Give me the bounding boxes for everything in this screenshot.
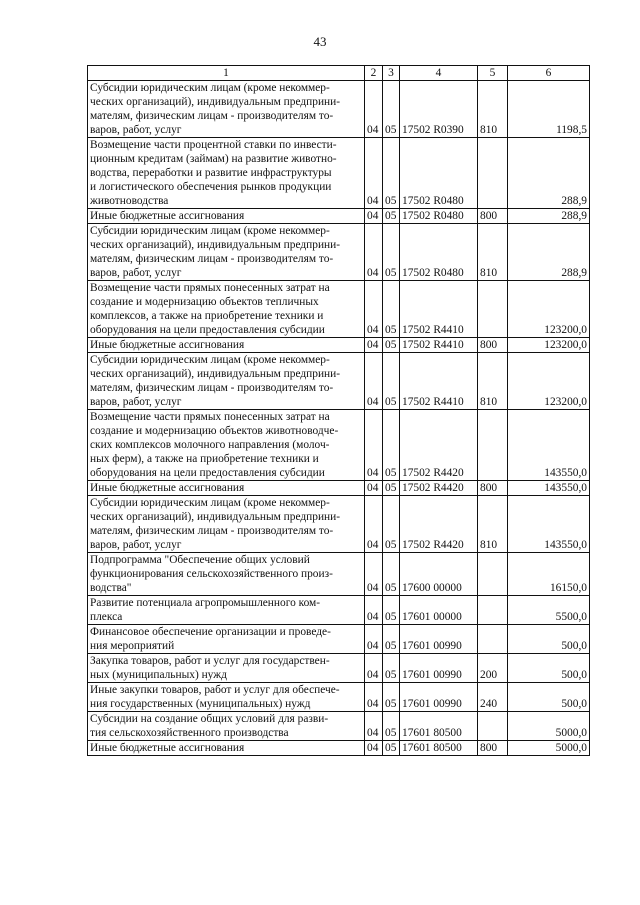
subsection-code: 05 [383,741,400,756]
subsection-code: 05 [383,625,400,654]
column-header: 2 [365,66,383,81]
target-article-code: 17600 00000 [400,553,478,596]
table-row [88,281,590,338]
target-article-code: 17502 R4410 [400,353,478,410]
target-article-code: 17601 00000 [400,596,478,625]
expense-type-code [478,625,508,654]
row-description: Иные бюджетные ассигнования [88,481,365,496]
table-row [88,81,590,138]
table-row [88,712,590,741]
amount-value: 5000,0 [508,712,590,741]
target-article-code: 17502 R0480 [400,224,478,281]
table-row [88,138,590,209]
expense-type-code [478,138,508,209]
subsection-code: 05 [383,683,400,712]
amount-value: 143550,0 [508,481,590,496]
row-description: Возмещение части процентной ставки по инвести- ционным кредитам (займам) на развитие животно- водства, переработки и развитие инфраструктуры и логистического обеспечения рынков продукции животноводства [88,138,365,209]
target-article-code: 17601 00990 [400,654,478,683]
subsection-code: 05 [383,138,400,209]
target-article-code: 17502 R4410 [400,338,478,353]
section-code: 04 [365,224,383,281]
expense-type-code [478,410,508,481]
section-code: 04 [365,410,383,481]
subsection-code: 05 [383,81,400,138]
row-description: Возмещение части прямых понесенных затрат на создание и модернизацию объектов тепличных комплексов, а также на приобретение техники и оборудования на цели предоставления субсидии [88,281,365,338]
row-description: Закупка товаров, работ и услуг для государствен- ных (муниципальных) нужд [88,654,365,683]
target-article-code: 17502 R4420 [400,496,478,553]
row-description: Возмещение части прямых понесенных затрат на создание и модернизацию объектов животноводче- ских комплексов молочного направления (молоч- ных ферм), а также на приобретение техники и оборудования на цели предоставления субсидии [88,410,365,481]
expense-type-code: 810 [478,224,508,281]
section-code: 04 [365,553,383,596]
subsection-code: 05 [383,481,400,496]
expense-type-code [478,553,508,596]
table-row [88,741,590,756]
table-row [88,596,590,625]
subsection-code: 05 [383,224,400,281]
table-row [88,553,590,596]
expense-type-code: 810 [478,81,508,138]
table-row [88,338,590,353]
amount-value: 123200,0 [508,353,590,410]
amount-value: 288,9 [508,224,590,281]
table-header-row [88,66,590,81]
section-code: 04 [365,81,383,138]
row-description: Субсидии юридическим лицам (кроме некоммер- ческих организаций), индивидуальным предприни- мателям, физическим лицам - производителям то- варов, работ, услуг [88,81,365,138]
subsection-code: 05 [383,654,400,683]
expense-type-code: 810 [478,496,508,553]
table-row [88,625,590,654]
subsection-code: 05 [383,553,400,596]
row-description: Субсидии юридическим лицам (кроме некоммер- ческих организаций), индивидуальным предприни- мателям, физическим лицам - производителям то- варов, работ, услуг [88,224,365,281]
section-code: 04 [365,281,383,338]
amount-value: 123200,0 [508,281,590,338]
section-code: 04 [365,138,383,209]
subsection-code: 05 [383,209,400,224]
section-code: 04 [365,683,383,712]
amount-value: 1198,5 [508,81,590,138]
section-code: 04 [365,496,383,553]
table-row [88,353,590,410]
row-description: Иные бюджетные ассигнования [88,741,365,756]
section-code: 04 [365,481,383,496]
target-article-code: 17502 R0390 [400,81,478,138]
subsection-code: 05 [383,596,400,625]
row-description: Финансовое обеспечение организации и проведе- ния мероприятий [88,625,365,654]
table-row [88,496,590,553]
section-code: 04 [365,654,383,683]
section-code: 04 [365,596,383,625]
expense-type-code: 200 [478,654,508,683]
column-header: 4 [400,66,478,81]
table-body [88,81,590,756]
subsection-code: 05 [383,338,400,353]
target-article-code: 17502 R4420 [400,410,478,481]
amount-value: 5000,0 [508,741,590,756]
column-header: 1 [88,66,365,81]
row-description: Иные бюджетные ассигнования [88,338,365,353]
target-article-code: 17601 80500 [400,741,478,756]
section-code: 04 [365,209,383,224]
amount-value: 5500,0 [508,596,590,625]
amount-value: 500,0 [508,683,590,712]
expense-type-code [478,281,508,338]
table-row [88,410,590,481]
subsection-code: 05 [383,281,400,338]
row-description: Развитие потенциала агропромышленного ком- плекса [88,596,365,625]
row-description: Субсидии на создание общих условий для разви- тия сельскохозяйственного производства [88,712,365,741]
expense-type-code: 800 [478,338,508,353]
amount-value: 123200,0 [508,338,590,353]
subsection-code: 05 [383,353,400,410]
expense-type-code [478,596,508,625]
column-header: 6 [508,66,590,81]
section-code: 04 [365,353,383,410]
table-row [88,683,590,712]
expense-type-code [478,712,508,741]
amount-value: 143550,0 [508,496,590,553]
target-article-code: 17601 00990 [400,625,478,654]
subsection-code: 05 [383,410,400,481]
expense-type-code: 810 [478,353,508,410]
target-article-code: 17601 00990 [400,683,478,712]
row-description: Иные закупки товаров, работ и услуг для обеспече- ния государственных (муниципальных) нужд [88,683,365,712]
subsection-code: 05 [383,712,400,741]
section-code: 04 [365,712,383,741]
section-code: 04 [365,625,383,654]
subsection-code: 05 [383,496,400,553]
row-description: Подпрограмма "Обеспечение общих условий функционирования сельскохозяйственного произ- водства" [88,553,365,596]
amount-value: 500,0 [508,654,590,683]
target-article-code: 17601 80500 [400,712,478,741]
expense-type-code: 800 [478,209,508,224]
amount-value: 143550,0 [508,410,590,481]
budget-table [87,65,590,756]
column-header: 5 [478,66,508,81]
column-header: 3 [383,66,400,81]
row-description: Субсидии юридическим лицам (кроме некоммер- ческих организаций), индивидуальным предприни- мателям, физическим лицам - производителям то- варов, работ, услуг [88,353,365,410]
row-description: Иные бюджетные ассигнования [88,209,365,224]
expense-type-code: 800 [478,481,508,496]
expense-type-code: 240 [478,683,508,712]
expense-type-code: 800 [478,741,508,756]
section-code: 04 [365,741,383,756]
amount-value: 16150,0 [508,553,590,596]
table-row [88,209,590,224]
section-code: 04 [365,338,383,353]
table-row [88,224,590,281]
target-article-code: 17502 R0480 [400,209,478,224]
amount-value: 288,9 [508,209,590,224]
row-description: Субсидии юридическим лицам (кроме некоммер- ческих организаций), индивидуальным предприни- мателям, физическим лицам - производителям то- варов, работ, услуг [88,496,365,553]
target-article-code: 17502 R4410 [400,281,478,338]
amount-value: 288,9 [508,138,590,209]
page-number: 43 [313,34,327,49]
amount-value: 500,0 [508,625,590,654]
table-row [88,481,590,496]
table-row [88,654,590,683]
target-article-code: 17502 R4420 [400,481,478,496]
target-article-code: 17502 R0480 [400,138,478,209]
